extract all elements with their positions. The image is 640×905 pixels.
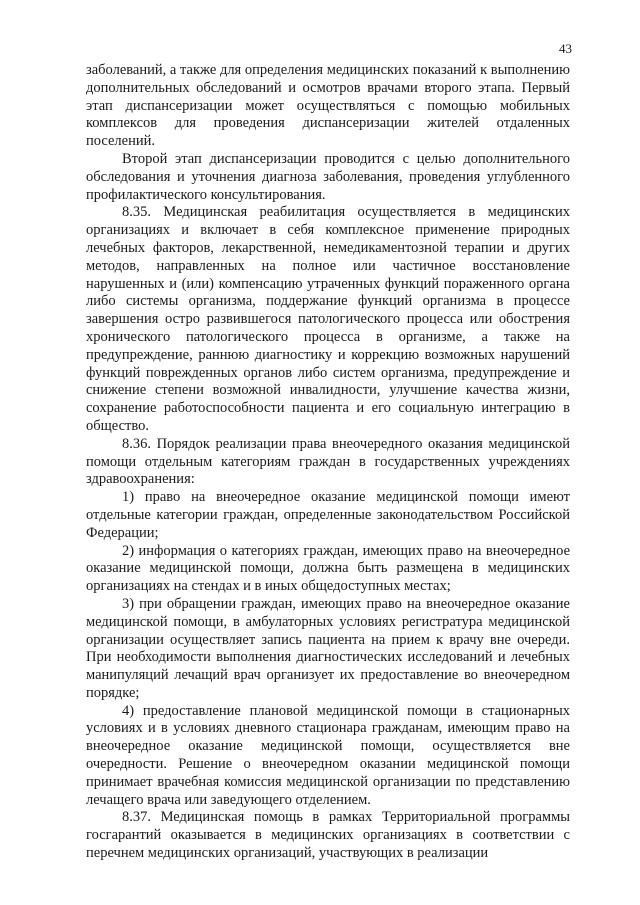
- paragraph-second-stage: Второй этап диспансеризации проводится с целью дополнительного обследования и уточнения диагноза заболевания, проведения углубленного профилактического консультирования.: [86, 150, 570, 203]
- paragraph-8-35: 8.35. Медицинская реабилитация осуществляется в медицинских организациях и включает в себя комплексное применение природных лечебных факторов, лекарственной, немедикаментозной терапии и других методов, направленных на полное или частичное восстановление нарушенных и (или) компенсацию утраченных функций пораженного органа либо системы организма, поддержание функций организма в процессе завершения остро развившегося патологического процесса или обострения хронического патологического процесса в организме, а также на предупреждение, раннюю диагностику и коррекцию возможных нарушений функций поврежденных органов либо систем организма, предупреждение и снижение степени возможной инвалидности, улучшение качества жизни, сохранение работоспособности пациента и его социальную интеграцию в общество.: [86, 204, 570, 434]
- paragraph-8-37: 8.37. Медицинская помощь в рамках Территориальной программы госгарантий оказывается в медицинских организациях в соответствии с перечнем медицинских организаций, участвующих в реализации: [86, 809, 570, 862]
- list-item-4: 4) предоставление плановой медицинской помощи в стационарных условиях и в условиях дневного стационара гражданам, имеющим право на внеочередное оказание медицинской помощи, осуществляется вне очередности. Решение о внеочередном оказании медицинской помощи принимает врачебная комиссия медицинской организации по представлению лечащего врача или заведующего отделением.: [86, 702, 570, 808]
- list-item-1: 1) право на внеочередное оказание медицинской помощи имеют отдельные категории граждан, определенные законодательством Российской Федерации;: [86, 489, 570, 541]
- list-item-2: 2) информация о категориях граждан, имеющих право на внеочередное оказание медицинской помощи, должна быть размещена в медицинских организациях на стендах и в иных общедоступных местах;: [86, 542, 570, 595]
- paragraph-8-36: 8.36. Порядок реализации права внеочередного оказания медицинской помощи отдельным категориям граждан в государственных учреждениях здравоохранения:: [86, 435, 570, 488]
- list-item-3: 3) при обращении граждан, имеющих право на внеочередное оказание медицинской помощи, в амбулаторных условиях регистратура медицинской организации осуществляет запись пациента на прием к врачу вне очереди. При необходимости выполнения диагностических исследований и лечебных манипуляций лечащий врач организует их предоставление во внеочередном порядке;: [86, 595, 570, 701]
- page-number: 43: [559, 41, 572, 56]
- paragraph-continuation: заболеваний, а также для определения медицинских показаний к выполнению дополнительных обследований и осмотров врачами второго этапа. Первый этап диспансеризации может осуществляться с помощью мобильных комплексов для проведения диспансеризации жителей отдаленных поселений.: [86, 62, 570, 150]
- document-body: [86, 62, 570, 863]
